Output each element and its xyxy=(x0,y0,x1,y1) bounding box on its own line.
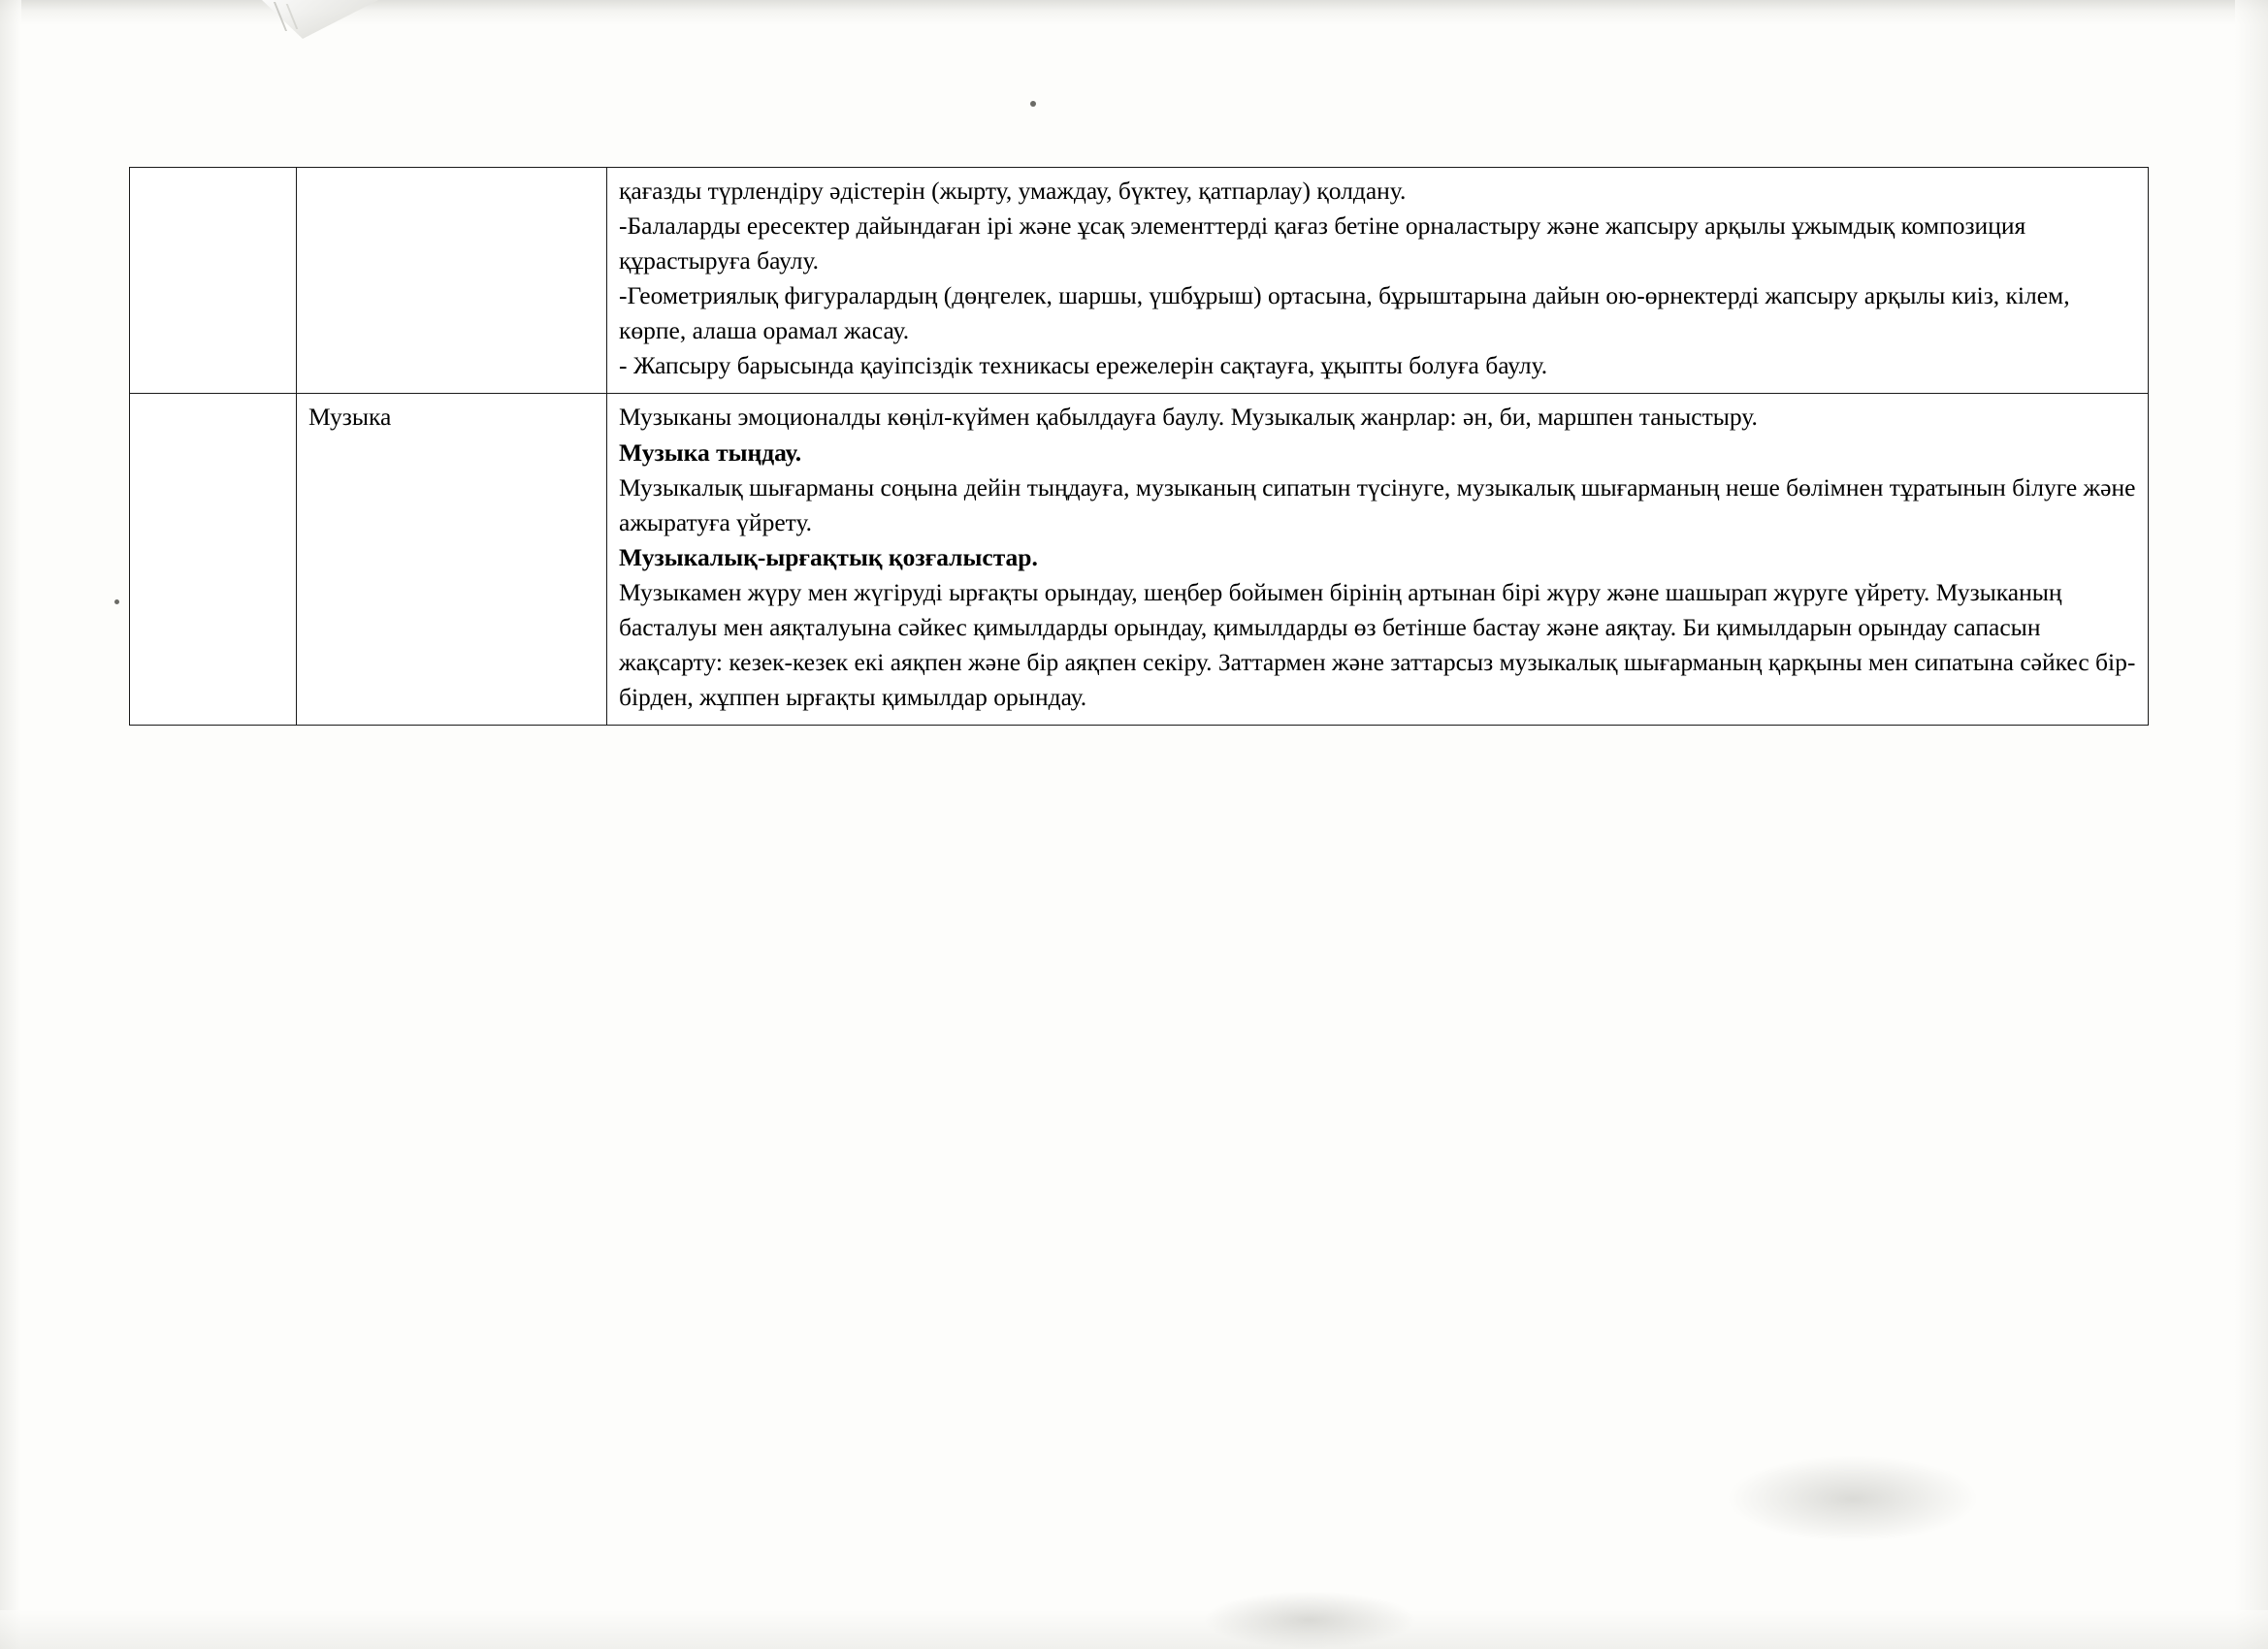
content-paragraph: Музыканы эмоционалды көңіл-күймен қабылдауға баулу. Музыкалық жанрлар: ән, би, маршпен таныстыру. xyxy=(619,403,1758,432)
row-number-cell xyxy=(130,168,297,394)
content-cell xyxy=(607,168,2149,394)
education-area-cell: Музыка xyxy=(297,394,607,726)
table-row xyxy=(130,168,2149,394)
table-row xyxy=(130,394,2149,726)
scan-bottom-edge-shadow xyxy=(0,1610,2268,1649)
content-line: -Балаларды ересектер дайындаған ірі және ұсақ элементтерді қағаз бетіне орналастыру және жапсыру арқылы ұжымдық композиция құрастыруға баулу. xyxy=(619,211,2026,275)
content-paragraph: Музыкамен жүру мен жүгіруді ырғақты орындау, шеңбер бойымен бірінің артынан бірі жүру және шашырап жүруге үйрету. Музыканың басталуы мен аяқталуына сәйкес қимылдарды орындау, қимылдарды өз бетінше бастау және аяқтау. Би қимылдарын орындау сапасын жақсарту: кезек-кезек екі аяқпен және бір аяқпен секіру. Заттармен және заттарсыз музыкалық шығарманың қарқыны мен сипатына сәйкес бір-бірден, жұппен ырғақты қимылдар орындау. xyxy=(619,577,2136,712)
scan-left-edge-shadow xyxy=(0,0,21,1649)
curriculum-table xyxy=(129,167,2149,726)
education-area-cell xyxy=(297,168,607,394)
content-subheading: Музыка тыңдау. xyxy=(619,437,802,467)
scan-speck xyxy=(114,599,119,604)
scan-right-edge-shadow xyxy=(2235,0,2268,1649)
content-cell xyxy=(607,394,2149,726)
scan-speck xyxy=(1030,101,1036,107)
page-corner-fold-line-secondary xyxy=(286,4,353,29)
scan-smudge-artifact xyxy=(1727,1455,1979,1542)
content-line: қағазды түрлендіру әдістерін (жырту, умаждау, бүктеу, қатпарлау) қолдану. xyxy=(619,177,1407,205)
content-line: - Жапсыру барысында қауіпсіздік техникасы ережелерін сақтауға, ұқыпты болуға баулу. xyxy=(619,351,1548,380)
content-line: -Геометриялық фигуралардың (дөңгелек, шаршы, үшбұрыш) ортасына, бұрыштарына дайын ою-өрнектерді жапсыру арқылы киіз, кілем, көрпе, алаша орамал жасау. xyxy=(619,281,2070,345)
row-number-cell xyxy=(130,394,297,726)
content-subheading: Музыкалық-ырғақтық қозғалыстар. xyxy=(619,542,1038,571)
content-paragraph: Музыкалық шығарманы соңына дейін тыңдауға, музыканың сипатын түсінуге, музыкалық шығарманың неше бөлімнен тұратынын білуге және ажыратуға үйрету. xyxy=(619,472,2136,536)
scan-smudge-artifact xyxy=(1203,1591,1416,1649)
